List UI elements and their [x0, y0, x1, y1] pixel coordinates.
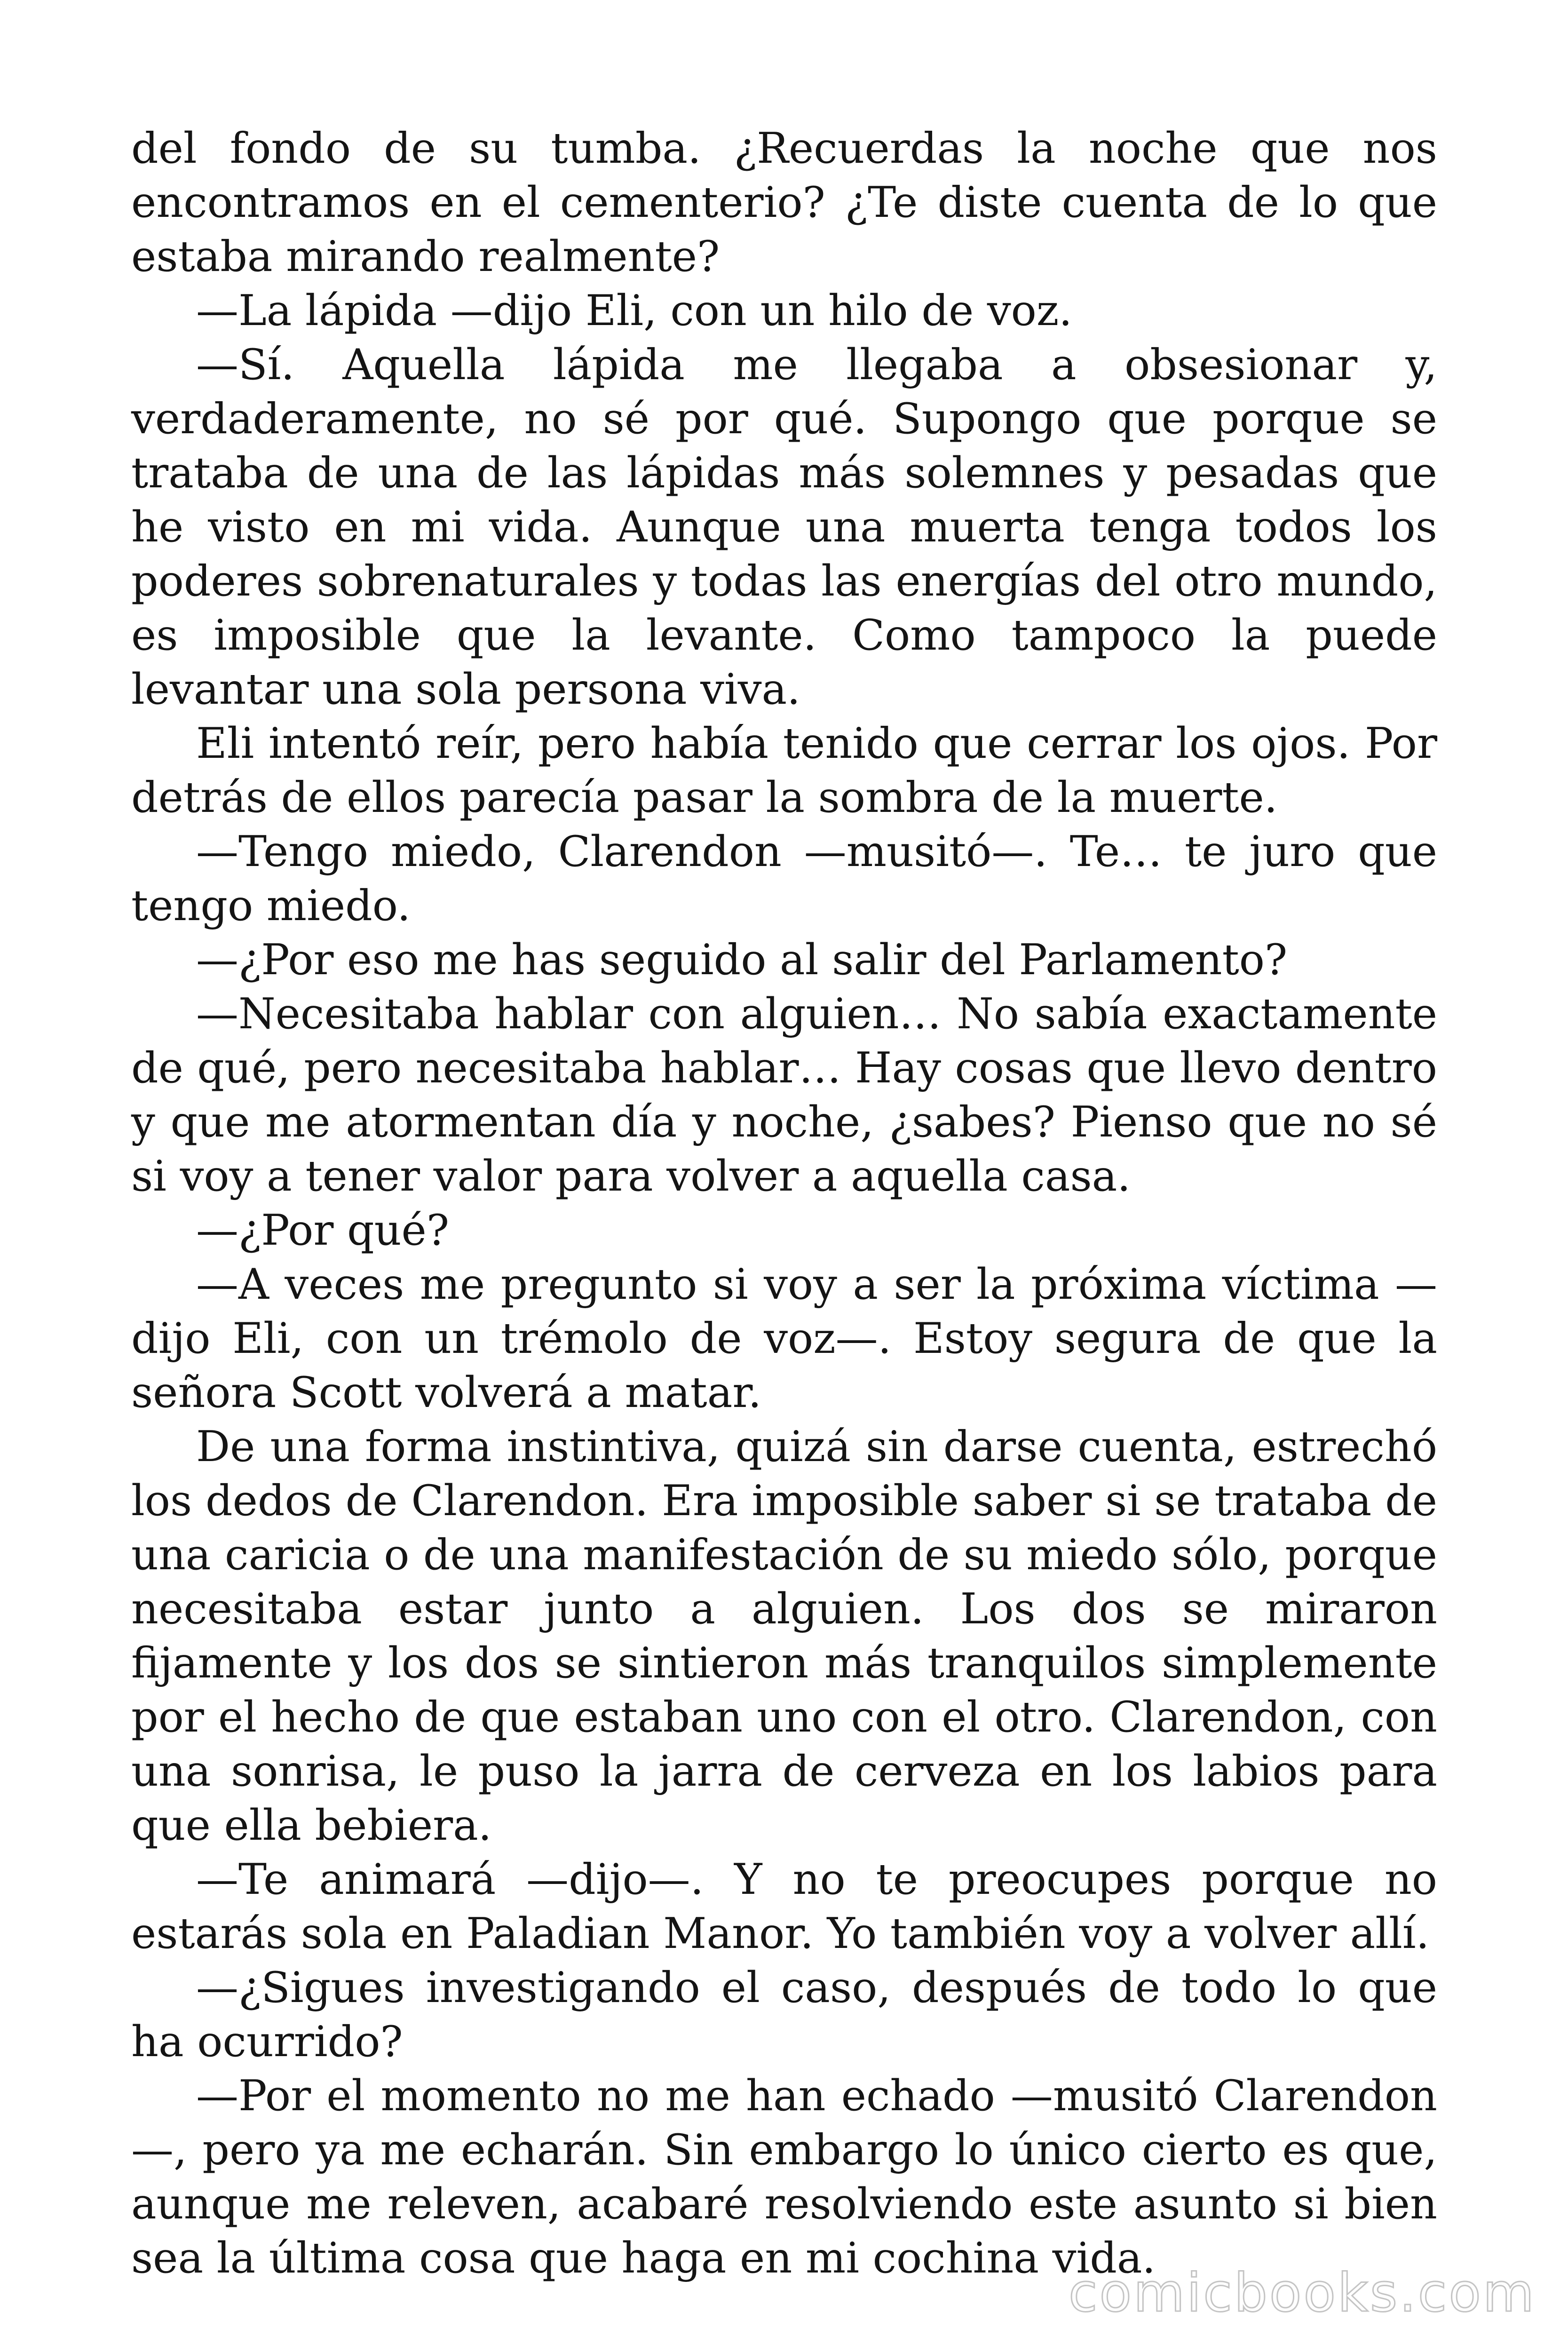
- book-page-text: [131, 121, 1437, 2283]
- paragraph: —Tengo miedo, Clarendon —musitó—. Te… te juro que tengo miedo.: [131, 827, 1437, 930]
- paragraph: De una forma instintiva, quizá sin darse cuenta, estrechó los dedos de Clarendon. Era imposible saber si se trataba de una caricia o de una manifestación de su miedo sólo, porque necesitaba estar junto a alguien. Los dos se miraron fijamente y los dos se sintieron más tranquilos simplemente por el hecho de que estaban uno con el otro. Clarendon, con una sonrisa, le puso la jarra de cerveza en los labios para que ella bebiera.: [131, 1422, 1437, 1850]
- paragraph: —Te animará —dijo—. Y no te preocupes porque no estarás sola en Paladian Manor. Yo también voy a volver allí.: [131, 1855, 1437, 1958]
- watermark: comicbooks.com: [1068, 2263, 1536, 2324]
- paragraph: —Sí. Aquella lápida me llegaba a obsesionar y, verdaderamente, no sé por qué. Supongo que porque se trataba de una de las lápidas más solemnes y pesadas que he visto en mi vida. Aunque una muerta tenga todos los poderes sobrenaturales y todas las energías del otro mundo, es imposible que la levante. Como tampoco la puede levantar una sola persona viva.: [131, 340, 1437, 714]
- paragraph: —Por el momento no me han echado —musitó Clarendon—, pero ya me echarán. Sin embargo lo único cierto es que, aunque me releven, acabaré resolviendo este asunto si bien sea la última cosa que haga en mi cochina vida.: [131, 2071, 1437, 2283]
- paragraph: del fondo de su tumba. ¿Recuerdas la noche que nos encontramos en el cementerio? ¿Te diste cuenta de lo que estaba mirando realmente?: [131, 124, 1437, 281]
- paragraph: —Necesitaba hablar con alguien… No sabía exactamente de qué, pero necesitaba hablar… Hay cosas que llevo dentro y que me atormentan día y noche, ¿sabes? Pienso que no sé si voy a tener valor para volver a aquella casa.: [131, 989, 1437, 1201]
- paragraph: Eli intentó reír, pero había tenido que cerrar los ojos. Por detrás de ellos parecía pasar la sombra de la muerte.: [131, 719, 1437, 822]
- paragraph: —La lápida —dijo Eli, con un hilo de voz.: [196, 286, 1072, 335]
- paragraph: —A veces me pregunto si voy a ser la próxima víctima —dijo Eli, con un trémolo de voz—. Estoy segura de que la señora Scott volverá a matar.: [131, 1260, 1437, 1417]
- paragraph: —¿Sigues investigando el caso, después de todo lo que ha ocurrido?: [131, 1963, 1437, 2066]
- paragraph: —¿Por qué?: [196, 1206, 450, 1255]
- paragraph: —¿Por eso me has seguido al salir del Parlamento?: [196, 935, 1288, 985]
